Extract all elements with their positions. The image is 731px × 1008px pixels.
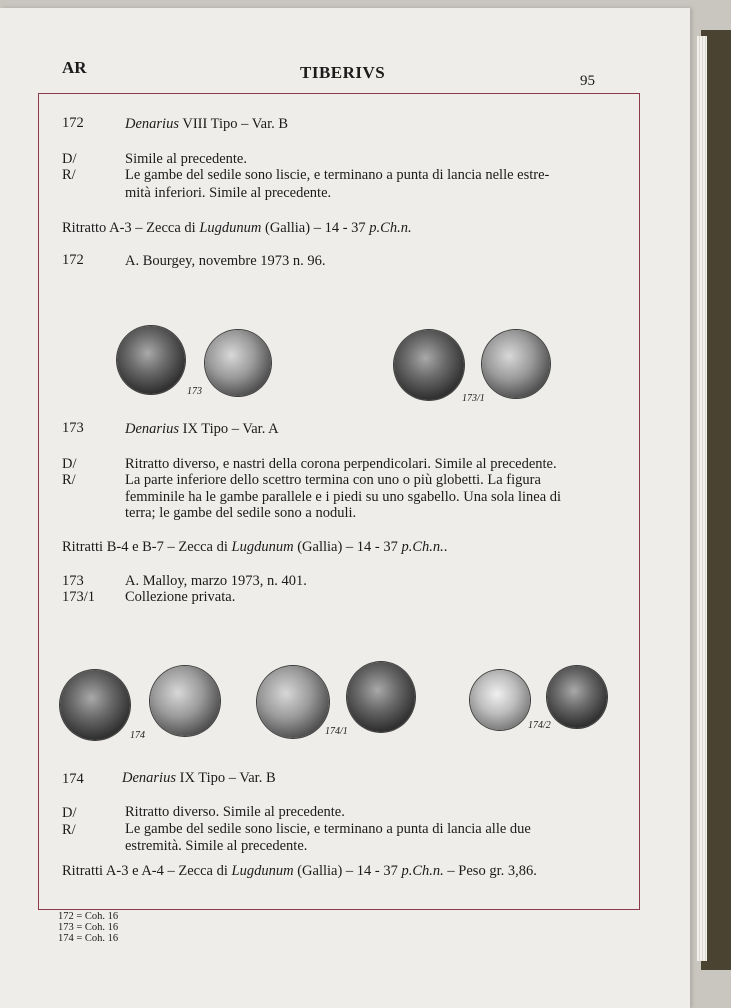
reverse-description-line: estremità. Simile al precedente. (125, 838, 308, 854)
entry-type: Denarius IX Tipo – Var. A (125, 421, 279, 437)
coin-label: 173 (187, 386, 202, 397)
entry-number: 174 (62, 771, 84, 787)
entry-type: Denarius VIII Tipo – Var. B (125, 116, 289, 132)
obverse-label: D/ (62, 805, 77, 821)
coin-obverse-image (257, 666, 329, 738)
footnote: 174 = Coh. 16 (58, 933, 119, 944)
portrait-mint-line: Ritratti A-3 e A-4 – Zecca di Lugdunum (Gallia) – 14 - 37 p.Ch.n. – Peso gr. 3,86. (62, 863, 537, 879)
coin-obverse-image (470, 670, 530, 730)
reverse-description-line: Le gambe del sedile sono liscie, e terminano a punta di lancia nelle estre- (125, 167, 550, 183)
catalog-page (0, 8, 690, 1008)
page-edges (697, 36, 707, 961)
reference-text: Collezione privata. (125, 589, 236, 605)
reverse-label: R/ (62, 822, 76, 838)
entry-number: 172 (62, 115, 84, 131)
reverse-description-line: terra; le gambe del sedile sono a noduli. (125, 505, 357, 521)
coin-obverse-image (60, 670, 130, 740)
obverse-label: D/ (62, 151, 77, 167)
reference-text: A. Malloy, marzo 1973, n. 401. (125, 573, 307, 589)
reverse-description-line: mità inferiori. Simile al precedente. (125, 185, 332, 201)
coin-obverse-image (117, 326, 185, 394)
footnote: 172 = Coh. 16 (58, 911, 119, 922)
reverse-label: R/ (62, 472, 76, 488)
entry-type: Denarius IX Tipo – Var. B (122, 770, 276, 786)
coin-label: 174 (130, 730, 145, 741)
reverse-description-line: Le gambe del sedile sono liscie, e terminano a punta di lancia alle due (125, 821, 531, 837)
entry-number: 173 (62, 420, 84, 436)
coin-reverse-image (547, 666, 607, 728)
reverse-description-line: La parte inferiore dello scettro termina con uno o più globetti. La figura (125, 472, 541, 488)
page-number: 95 (580, 73, 595, 89)
coin-reverse-image (482, 330, 550, 398)
reference-number: 173/1 (62, 589, 96, 605)
reference-number: 172 (62, 252, 84, 268)
footnote: 173 = Coh. 16 (58, 922, 119, 933)
metal-label: AR (62, 58, 87, 77)
portrait-mint-line: Ritratto A-3 – Zecca di Lugdunum (Gallia) – 14 - 37 p.Ch.n. (62, 220, 412, 236)
coin-reverse-image (347, 662, 415, 732)
coin-label: 174/1 (325, 726, 348, 737)
reference-text: A. Bourgey, novembre 1973 n. 96. (125, 253, 326, 269)
portrait-mint-line: Ritratti B-4 e B-7 – Zecca di Lugdunum (Gallia) – 14 - 37 p.Ch.n.. (62, 539, 448, 555)
coin-label: 173/1 (462, 393, 485, 404)
reverse-label: R/ (62, 167, 76, 183)
obverse-description: Simile al precedente. (125, 151, 247, 167)
coin-reverse-image (205, 330, 271, 396)
reference-number: 173 (62, 573, 84, 589)
reverse-description-line: femminile ha le gambe parallele e i piedi su uno sgabello. Una sola linea di (125, 489, 562, 505)
obverse-description: Ritratto diverso. Simile al precedente. (125, 804, 345, 820)
coin-reverse-image (150, 666, 220, 736)
page-title: TIBERIVS (300, 63, 386, 82)
coin-label: 174/2 (528, 720, 551, 731)
coin-obverse-image (394, 330, 464, 400)
obverse-label: D/ (62, 456, 77, 472)
obverse-description: Ritratto diverso, e nastri della corona perpendicolari. Simile al precedente. (125, 456, 557, 472)
